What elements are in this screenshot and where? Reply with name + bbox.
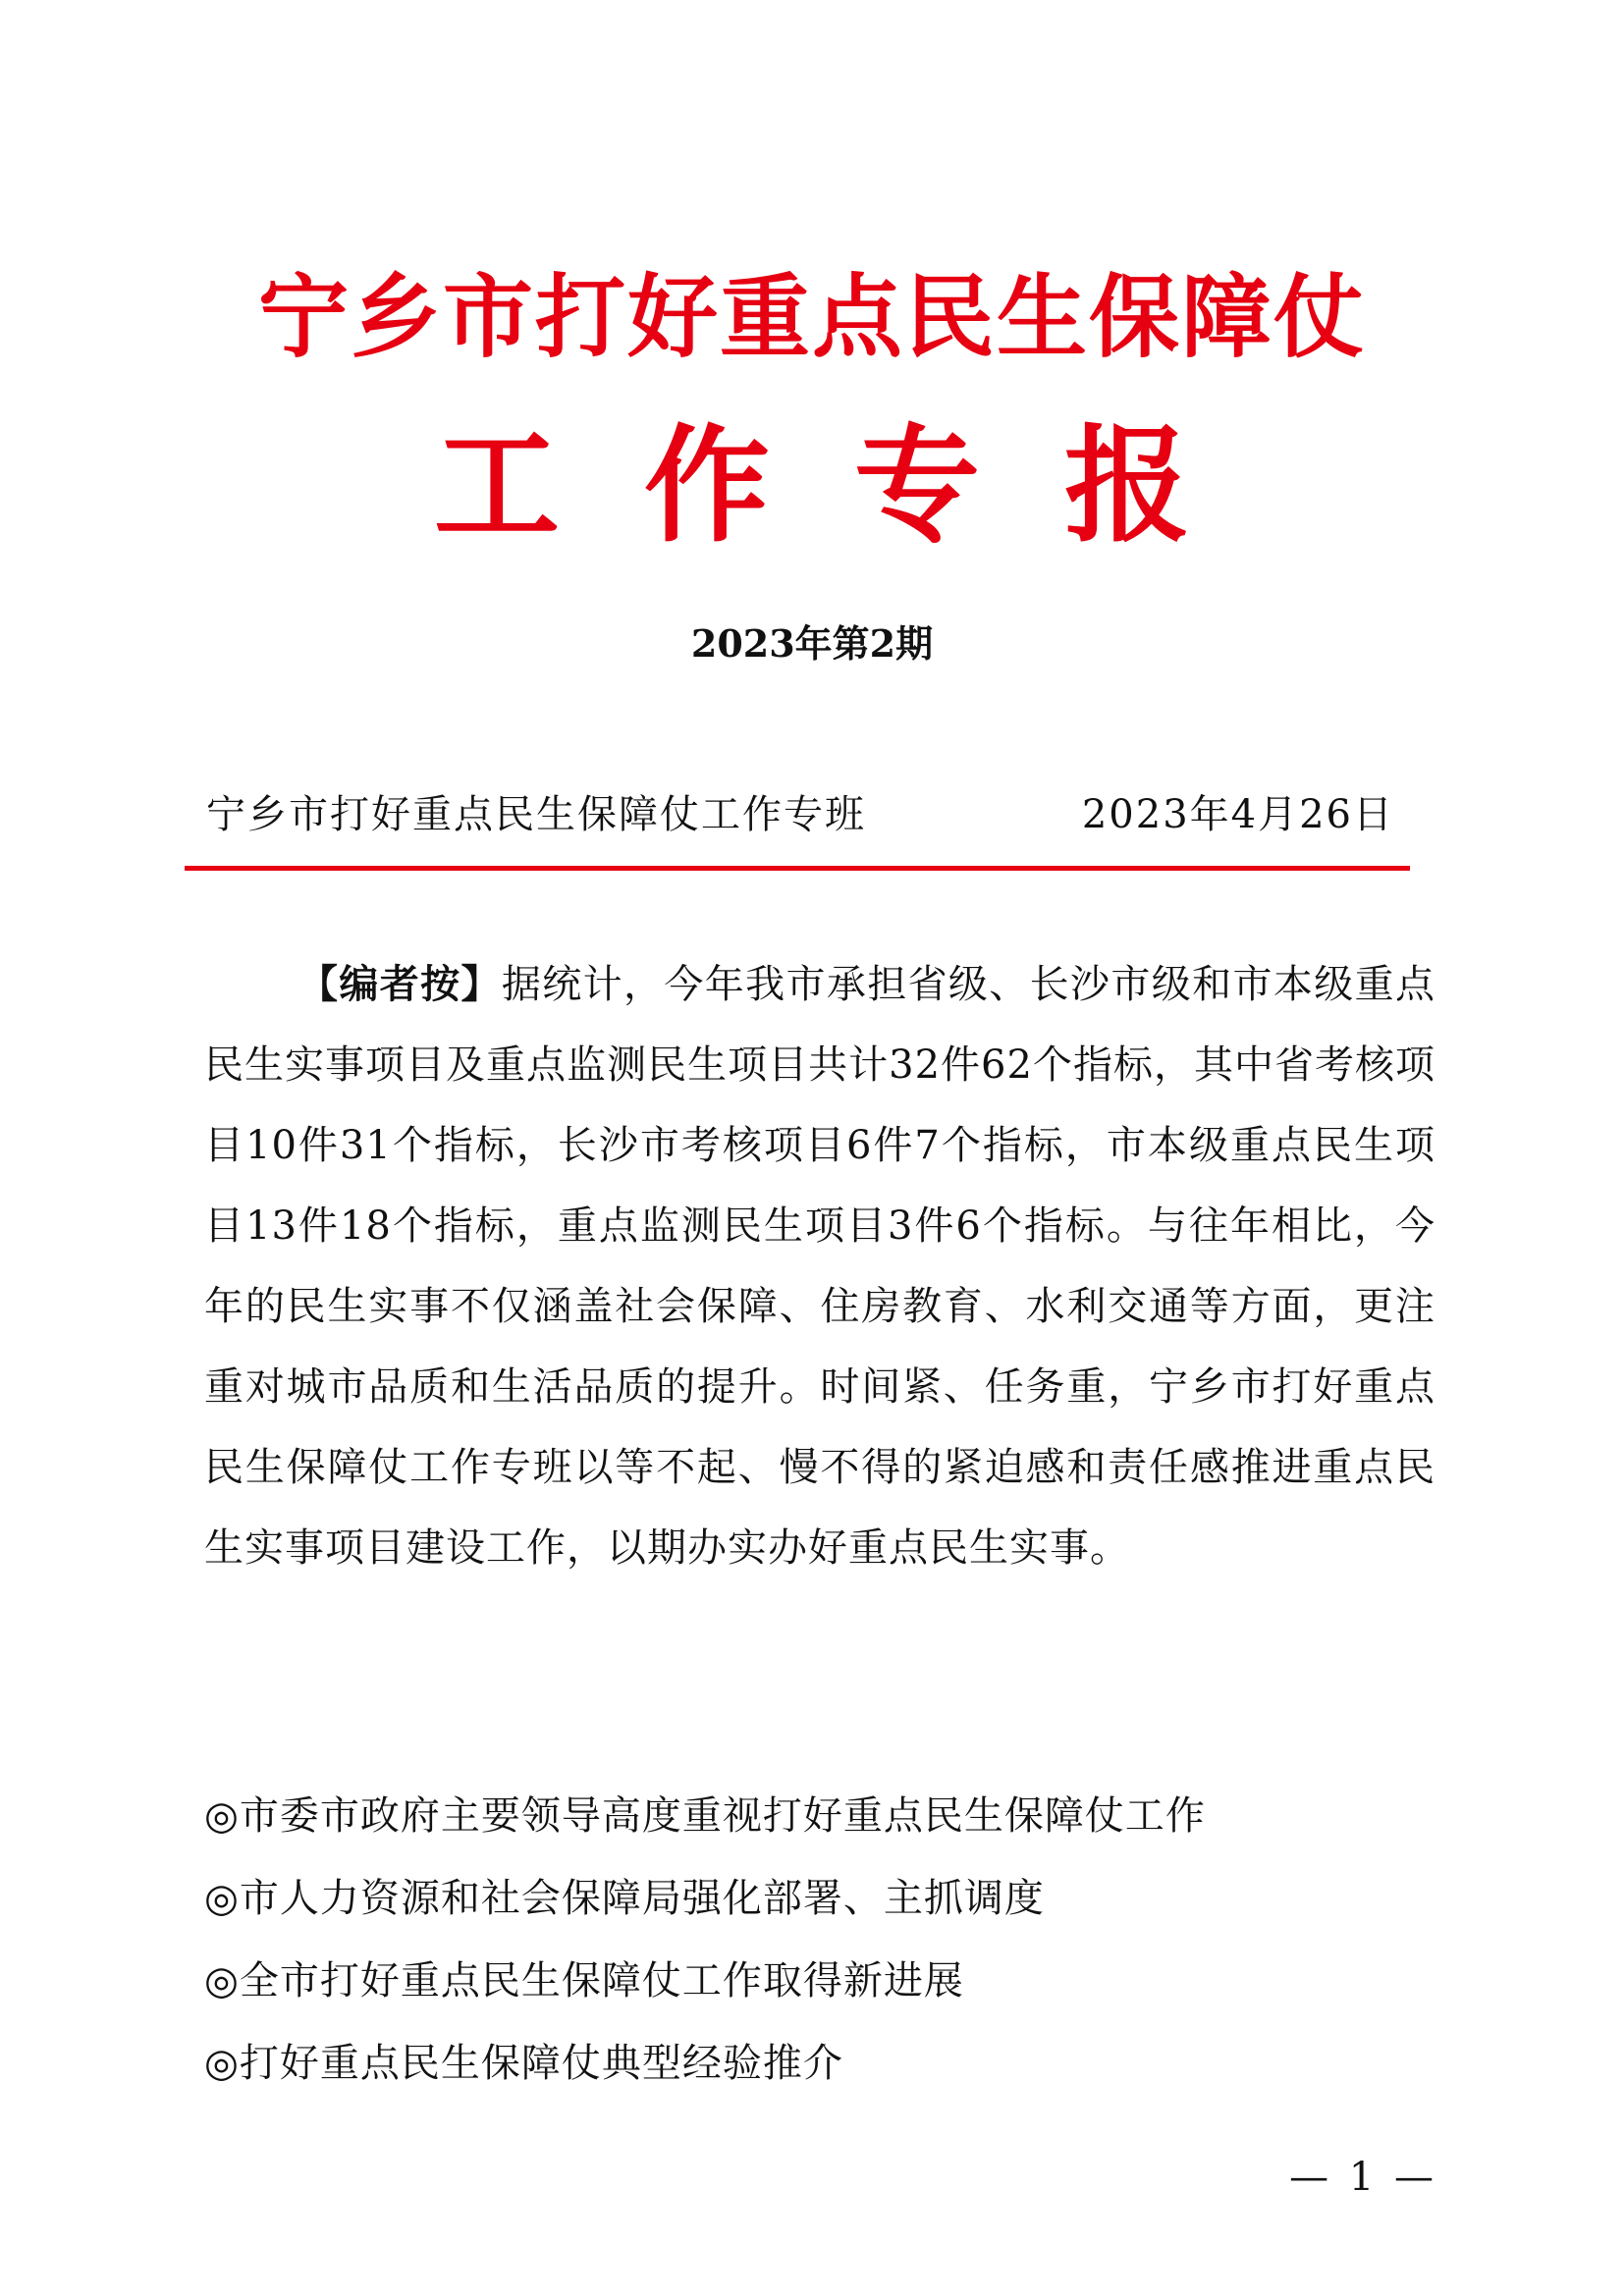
editor-note-text: 据统计，今年我市承担省级、长沙市级和市本级重点民生实事项目及重点监测民生项目共计32件62个指标，其中省考核项目10件31个指标，长沙市考核项目6件7个指标，市本级重点民生项目13件18个指标，重点监测民生项目3件6个指标。与往年相比，今年的民生实事不仅涵盖社会保障、住房教育、水利交通等方面，更注重对城市品质和生活品质的提升。时间紧、任务重，宁乡市打好重点民生保障仗工作专班以等不起、慢不得的紧迫感和责任感推进重点民生实事项目建设工作，以期办实办好重点民生实事。 [204,962,1436,1571]
issue-number: 2023年第2期 [690,621,934,666]
contents-item: ◎全市打好重点民生保障仗工作取得新进展 [204,1958,964,2003]
contents-item: ◎市人力资源和社会保障局强化部署、主抓调度 [204,1876,1045,1921]
issuer-line [206,785,1394,844]
issue-date: 2023年4月26日 [1081,792,1394,837]
contents-item: ◎打好重点民生保障仗典型经验推介 [204,2041,843,2086]
editor-note [204,944,1435,1588]
page-number: — 1 — [1289,2155,1437,2200]
contents-list [204,1775,1435,2105]
editor-note-label: 【编者按】 [298,961,502,1007]
contents-item: ◎市委市政府主要领导高度重视打好重点民生保障仗工作 [204,1793,1206,1839]
masthead-title: 宁乡市打好重点民生保障仗 [257,264,1366,370]
masthead-subtitle: 工作专报 [433,412,1274,560]
issuer-name: 宁乡市打好重点民生保障仗工作专班 [206,792,866,837]
red-divider [185,866,1410,871]
